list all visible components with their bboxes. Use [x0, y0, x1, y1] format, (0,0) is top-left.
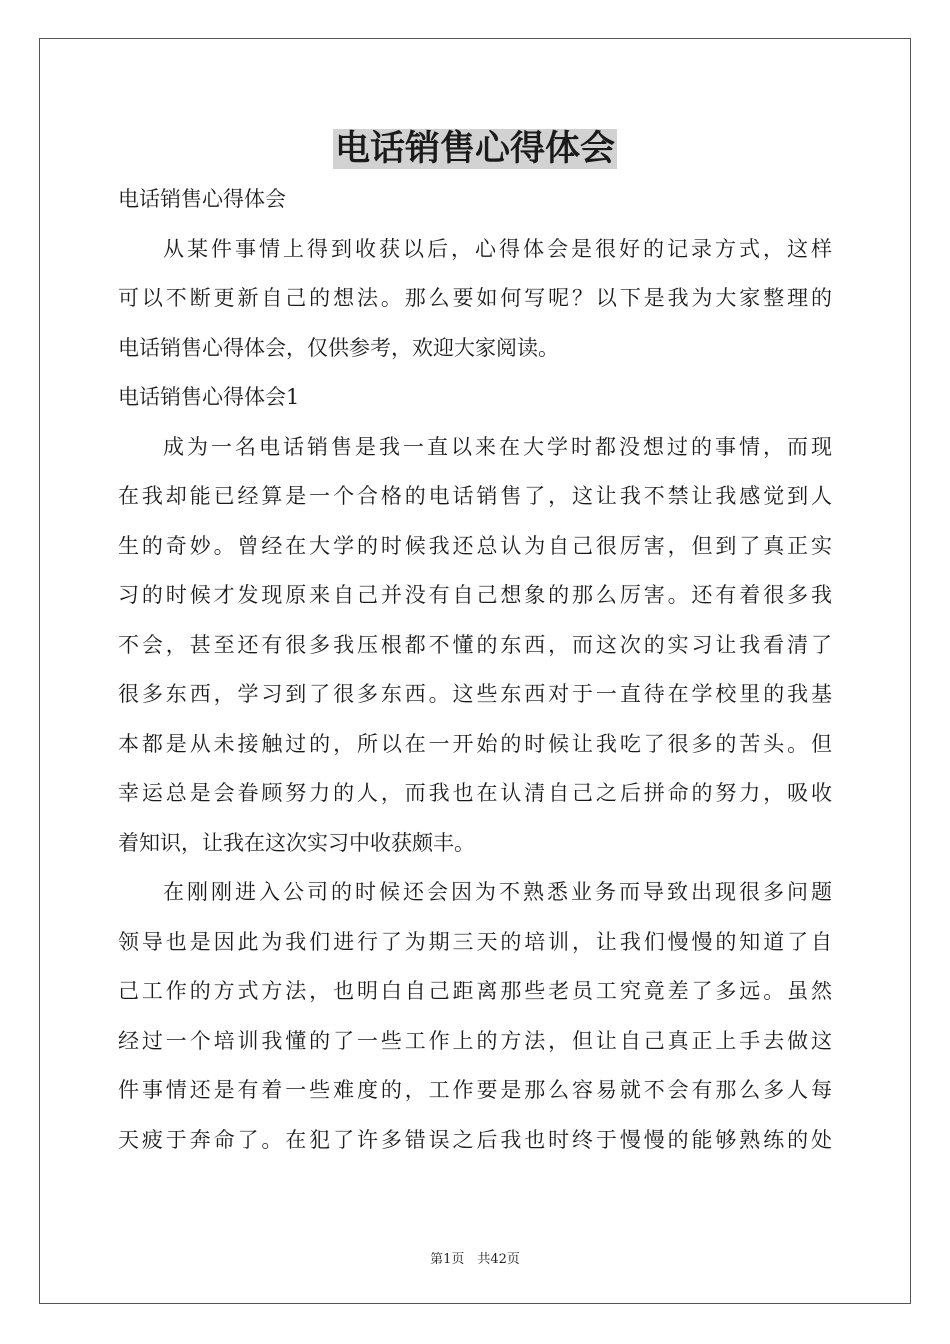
- paragraph-line: 可以不断更新自己的想法。那么要如何写呢？以下是我为大家整理的: [118, 286, 832, 310]
- body-paragraph-1: [118, 426, 832, 872]
- document-body: [118, 178, 832, 1168]
- document-subtitle: 电话销售心得体会: [118, 187, 286, 211]
- paragraph-line: 经过一个培训我懂的了一些工作上的方法，但让自己真正上手去做这: [118, 1028, 832, 1053]
- document-title: [0, 128, 950, 170]
- paragraph-line: 成为一名电话销售是我一直以来在大学时都没想过的事情，而现: [163, 434, 832, 459]
- intro-paragraph: [118, 228, 832, 377]
- paragraph-line: 在我却能已经算是一个合格的电话销售了，这让我不禁让我感觉到人: [118, 484, 832, 508]
- paragraph-line: 着知识，让我在这次实习中收获颇丰。: [118, 830, 475, 855]
- paragraph-line: 幸运总是会眷顾努力的人，而我也在认清自己之后拼命的努力，吸收: [118, 781, 832, 805]
- paragraph-line: 习的时候才发现原来自己并没有自己想象的那么厉害。还有着很多我: [118, 583, 832, 607]
- paragraph-line: 生的奇妙。曾经在大学的时候我还总认为自己很厉害，但到了真正实: [118, 533, 832, 558]
- body-paragraph-2: [118, 871, 832, 1168]
- page-number-footer: 第1页 共42页: [430, 1252, 520, 1267]
- paragraph-line: 本都是从未接触过的，所以在一开始的时候让我吃了很多的苦头。但: [118, 731, 832, 756]
- paragraph-line: 不会，甚至还有很多我压根都不懂的东西，而这次的实习让我看清了: [118, 632, 832, 657]
- paragraph-line: 天疲于奔命了。在犯了许多错误之后我也时终于慢慢的能够熟练的处: [118, 1127, 832, 1152]
- document-title-text: 电话销售心得体会: [334, 129, 615, 169]
- paragraph-line: 领导也是因此为我们进行了为期三天的培训，让我们慢慢的知道了自: [118, 929, 832, 954]
- paragraph-line: 在刚刚进入公司的时候还会因为不熟悉业务而导致出现很多问题: [163, 880, 832, 904]
- paragraph-line: 从某件事情上得到收获以后，心得体会是很好的记录方式，这样: [163, 236, 832, 261]
- section-heading: 电话销售心得体会1: [118, 385, 300, 409]
- paragraph-line: 己工作的方式方法，也明白自己距离那些老员工究竟差了多远。虽然: [118, 979, 832, 1003]
- paragraph-line: 电话销售心得体会，仅供参考，欢迎大家阅读。: [118, 335, 559, 360]
- paragraph-line: 件事情还是有着一些难度的，工作要是那么容易就不会有那么多人每: [118, 1078, 832, 1102]
- paragraph-line: 很多东西，学习到了很多东西。这些东西对于一直待在学校里的我基: [118, 682, 832, 706]
